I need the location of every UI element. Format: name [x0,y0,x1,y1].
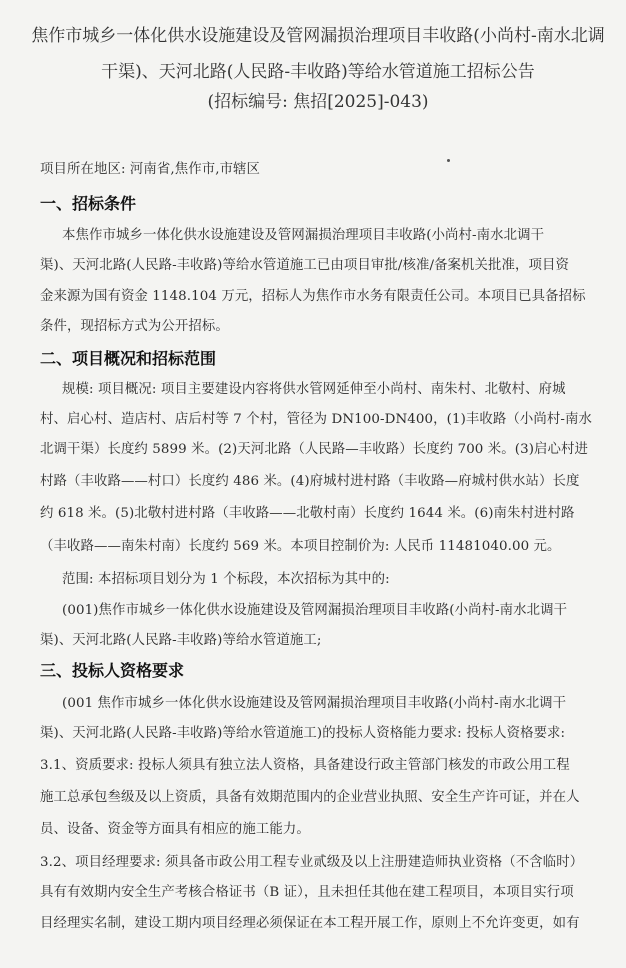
paragraph-line: 北调干渠）长度约 5899 米。(2)天河北路（人民路—丰收路）长度约 700 米。(3)启心村进 [40,442,588,457]
announcement-title-line-1: 焦作市城乡一体化供水设施建设及管网漏损治理项目丰收路(小尚村-南水北调 [31,26,605,46]
paragraph-line: 渠)、天河北路(人民路-丰收路)等给水管道施工; [40,633,322,648]
paragraph-line: （丰收路——南朱村南）长度约 569 米。本项目控制价为: 人民币 11481040.00 元。 [40,539,561,554]
project-region: 项目所在地区: 河南省,焦作市,市辖区 [40,162,261,177]
paragraph-line: 施工总承包叁级及以上资质，具备有效期范围内的企业营业执照、安全生产许可证，并在人 [40,790,580,805]
paragraph-line: 范围: 本招标项目划分为 1 个标段，本次招标为其中的: [62,572,390,587]
paragraph-line: 3.2、项目经理要求: 须具备市政公用工程专业贰级及以上注册建造师执业资格（不含临时） [40,855,584,870]
paragraph-line: 村、启心村、造店村、店后村等 7 个村，管径为 DN100-DN400，(1)丰收路（小尚村-南水 [40,412,592,427]
paragraph-line: 金来源为国有资金 1148.104 万元，招标人为焦作市水务有限责任公司。本项目已具备招标 [40,289,586,304]
paragraph-line: (001 焦作市城乡一体化供水设施建设及管网漏损治理项目丰收路(小尚村-南水北调干 [62,696,567,711]
tender-number: (招标编号: 焦招[2025]-043) [207,92,429,112]
announcement-title-line-2: 干渠)、天河北路(人民路-丰收路)等给水管道施工招标公告 [101,62,535,82]
paragraph-line: 村路（丰收路——村口）长度约 486 米。(4)府城村进村路（丰收路—府城村供水站）长度 [40,474,580,489]
paragraph-line: 约 618 米。(5)北敬村进村路（丰收路——北敬村南）长度约 1644 米。(6)南朱村进村路 [40,506,575,521]
paragraph-line: 渠)、天河北路(人民路-丰收路)等给水管道施工)的投标人资格能力要求: 投标人资格要求: [40,726,566,741]
paragraph-line: 具有有效期内安全生产考核合格证书（B 证），且未担任其他在建工程项目，本项目实行项 [40,885,574,900]
paragraph-line: 3.1、资质要求: 投标人须具有独立法人资格，具备建设行政主管部门核发的市政公用工程 [40,758,570,773]
paragraph-line: 规模: 项目概况: 项目主要建设内容将供水管网延伸至小尚村、南朱村、北敬村、府城 [62,382,566,397]
paragraph-line: 目经理实名制，建设工期内项目经理必须保证在本工程开展工作，原则上不允许变更，如有 [40,916,580,931]
paragraph-line: (001)焦作市城乡一体化供水设施建设及管网漏损治理项目丰收路(小尚村-南水北调干 [62,603,568,618]
paragraph-line: 员、设备、资金等方面具有相应的施工能力。 [40,822,310,837]
paragraph-line: 本焦作市城乡一体化供水设施建设及管网漏损治理项目丰收路(小尚村-南水北调干 [62,228,545,243]
section-heading-bidder-qualifications: 三、投标人资格要求 [40,661,185,680]
paragraph-line: 渠)、天河北路(人民路-丰收路)等给水管道施工已由项目审批/核准/备案机关批准，项目资 [40,258,569,273]
section-heading-project-overview: 二、项目概况和招标范围 [40,349,217,368]
paragraph-line: 条件，现招标方式为公开招标。 [40,319,229,334]
section-heading-tender-conditions: 一、招标条件 [40,194,137,213]
